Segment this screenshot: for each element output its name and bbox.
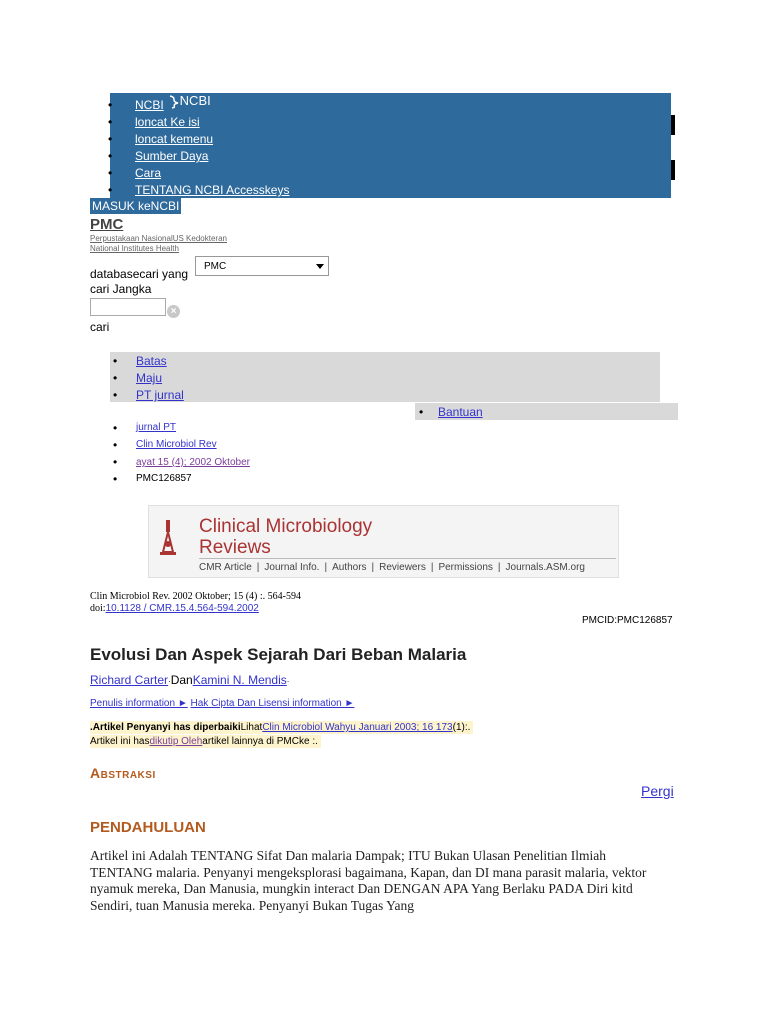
correction-link[interactable]: Clin Microbiol Wahyu Januari 2003; 16 173 bbox=[262, 722, 453, 733]
intro-paragraph: Artikel ini Adalah TENTANG Sifat Dan malaria Dampak; ITU Bukan Ulasan Penelitian Ilmiah TENTANG malaria. Penyanyi mengeksplorasi bagaimana, Kapan, dan DI mana parasit malaria, vektor nyamuk mereka, Dan Manusia, mungkin interact Dan DENGAN APA Yang Berlaku PADA Diri kitd Sendiri, tuan Manusia mereka. Penyanyi Bukan Tugas Yang bbox=[90, 848, 647, 913]
doi-link[interactable]: 10.1128 / CMR.15.4.564-594.2002 bbox=[105, 603, 259, 614]
journal-title-line2: Reviews bbox=[199, 537, 271, 558]
accesskeys-link[interactable]: TENTANG NCBI Accesskeys bbox=[135, 183, 290, 197]
author-link[interactable]: Kamini N. Mendis bbox=[192, 673, 287, 687]
cited-post: artikel lainnya di PMCke :. bbox=[202, 736, 318, 747]
cmr-article-link[interactable]: CMR Article bbox=[199, 562, 252, 573]
and-text: Dan bbox=[170, 673, 193, 687]
authors: Richard Carter·DanKamini N. Mendis· bbox=[90, 673, 290, 687]
cited-by-link[interactable]: dikutip Oleh bbox=[149, 736, 203, 747]
doi-line bbox=[90, 603, 259, 614]
pmc-logo[interactable]: PMC bbox=[90, 216, 124, 233]
cited-by-notice bbox=[90, 735, 321, 748]
article-title: Evolusi Dan Aspek Sejarah Dari Beban Malaria bbox=[90, 645, 467, 664]
search-input[interactable] bbox=[90, 298, 166, 316]
journal-banner bbox=[148, 505, 619, 578]
nav-item-resources[interactable] bbox=[110, 149, 208, 163]
correction-bold: .Artikel Penyanyi has diperbaiki bbox=[90, 722, 241, 733]
chevron-down-icon bbox=[316, 264, 324, 269]
skip-to-content-link[interactable]: loncat Ke isi bbox=[135, 115, 200, 129]
correction-notice bbox=[90, 721, 473, 734]
database-select[interactable] bbox=[195, 256, 329, 276]
copyright-info-link[interactable]: Hak Cipta Dan Lisensi information ► bbox=[190, 698, 355, 709]
intro-heading: PENDAHULUAN bbox=[90, 819, 206, 836]
cited-pre: Artikel ini has bbox=[90, 736, 150, 747]
database-selected-value: PMC bbox=[204, 261, 227, 272]
signin-link[interactable]: MASUK keNCBI bbox=[92, 199, 180, 213]
goto-link[interactable]: Pergi bbox=[641, 783, 674, 799]
nav-item-ncbi[interactable] bbox=[110, 93, 211, 113]
banner-divider bbox=[199, 558, 616, 559]
journal-info-link[interactable]: Journal Info. bbox=[264, 562, 320, 573]
breadcrumb-journal[interactable]: Clin Microbiol Rev bbox=[136, 439, 217, 450]
authors-link[interactable]: Authors bbox=[332, 562, 367, 573]
article-info-links bbox=[90, 698, 354, 709]
nlm-link[interactable]: Perpustakaan NasionalUS Kedokteran bbox=[90, 234, 227, 243]
reviewers-link[interactable]: Reviewers bbox=[379, 562, 426, 573]
ncbi-home-link[interactable]: NCBI bbox=[135, 98, 164, 112]
search-button[interactable]: cari bbox=[90, 320, 110, 334]
howto-link[interactable]: Cara bbox=[135, 166, 162, 180]
limits-link[interactable]: Batas bbox=[136, 354, 167, 368]
permissions-link[interactable]: Permissions bbox=[438, 562, 493, 573]
citation-line: Clin Microbiol Rev. 2002 Oktober; 15 (4) :. 564-594 bbox=[90, 591, 301, 602]
bullet: • bbox=[113, 438, 118, 452]
pmcid: PMCID:PMC126857 bbox=[582, 615, 673, 626]
doi-label: doi: bbox=[90, 603, 106, 614]
help-link[interactable]: Bantuan bbox=[438, 405, 483, 419]
microscope-logo-icon bbox=[159, 518, 177, 560]
nav-item-skip-content[interactable] bbox=[110, 115, 200, 129]
banner-links: CMR Article | Journal Info. | Authors | Reviewers | Permissions | Journals.ASM.org bbox=[199, 562, 585, 573]
secondary-nav bbox=[110, 352, 660, 402]
author-info-link[interactable]: Penulis information ► bbox=[90, 698, 188, 709]
database-label: databasecari yang bbox=[90, 267, 189, 281]
bullet: • bbox=[419, 405, 424, 419]
author-link[interactable]: Richard Carter bbox=[90, 673, 169, 687]
nav-edge bbox=[671, 160, 675, 180]
breadcrumb-current: PMC126857 bbox=[136, 473, 192, 484]
bullet: • bbox=[113, 421, 118, 435]
nih-link[interactable]: National Institutes Health bbox=[90, 244, 179, 253]
bullet: • bbox=[113, 472, 118, 486]
correction-end: (1):. bbox=[452, 722, 471, 733]
bullet: • bbox=[113, 388, 118, 402]
skip-to-menu-link[interactable]: loncat kemenu bbox=[135, 132, 214, 146]
bullet: • bbox=[113, 354, 118, 368]
breadcrumb-journal-list[interactable]: jurnal PT bbox=[136, 422, 177, 433]
journal-title: Clinical Microbiology bbox=[199, 516, 373, 537]
abstract-heading: Abstraksi bbox=[90, 765, 156, 781]
bullet: • bbox=[113, 455, 118, 469]
advanced-link[interactable]: Maju bbox=[136, 371, 163, 385]
resources-link[interactable]: Sumber Daya bbox=[135, 149, 209, 163]
clear-icon[interactable]: × bbox=[167, 305, 180, 318]
breadcrumb-issue[interactable]: ayat 15 (4); 2002 Oktober bbox=[136, 457, 250, 468]
correction-text: Lihat bbox=[240, 722, 263, 733]
journal-list-link[interactable]: PT jurnal bbox=[136, 388, 184, 402]
search-term-label: cari Jangka bbox=[90, 282, 152, 296]
ncbi-logo-icon: NCBI bbox=[168, 94, 211, 109]
nav-item-skip-menu[interactable] bbox=[110, 132, 213, 146]
nav-item-howto[interactable] bbox=[110, 166, 161, 180]
nav-item-accesskeys[interactable] bbox=[110, 183, 289, 197]
nav-edge bbox=[671, 115, 675, 135]
ncbi-top-nav bbox=[110, 93, 671, 198]
bullet: • bbox=[113, 371, 118, 385]
journals-asm-link[interactable]: Journals.ASM.org bbox=[505, 562, 585, 573]
